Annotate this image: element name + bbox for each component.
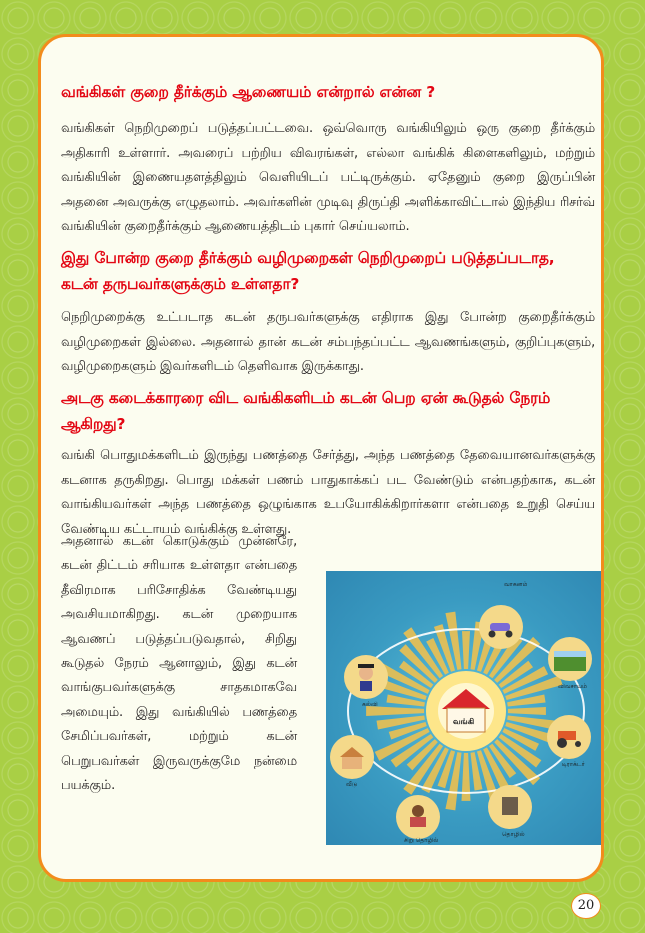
agriculture-icon xyxy=(548,637,592,681)
house-label: வீடு xyxy=(346,781,358,788)
tractor-label: டிராக்டர் xyxy=(562,761,585,768)
small-business-icon xyxy=(396,795,440,839)
bank-label: வங்கி xyxy=(453,717,475,726)
section-body-3-continued: அதனால் கடன் கொடுக்கும் முன்னரே, கடன் திட்டம் சரியாக உள்ளதா என்பதை தீவிரமாக பரிசோதிக்க வேண்டியது அவசியமாகிறது. கடன் முறையாக ஆவணப் படுத்தப்படுவதால், சிறிது கூடுதல் நேரம் ஆனாலும், இது கடன் வாங்குபவர்களுக்கு சாதகமாகவே அமையும். இது வங்கியில் பணத்தை சேமிப்பவர்கள், மற்றும் கடன் பெறுபவர்கள் இருவருக்குமே நன்மை பயக்கும். xyxy=(61,534,297,794)
vehicle-label: வாகனம் xyxy=(504,581,528,588)
vehicle-icon xyxy=(479,605,523,649)
sun-ray xyxy=(462,631,470,669)
house-icon xyxy=(330,735,374,779)
page-number: 20 xyxy=(571,893,601,919)
industry-icon xyxy=(488,785,532,829)
small-business-label: சிறு தொழில் xyxy=(404,837,439,844)
tractor-icon xyxy=(547,715,591,759)
section-heading-1: வங்கிகள் குறை தீர்க்கும் ஆணையம் என்றால் என்ன ? xyxy=(61,83,436,101)
section-body-2: நெறிமுறைக்கு உட்படாத கடன் தருபவர்களுக்கு எதிராக இது போன்ற குறைதீர்க்கும் வழிமுறைகள் இல்லை. அதனால் தான் கடன் சம்பந்தப்பட்ட ஆவணங்களும், குறிப்புகளும், வழிமுறைகளும் இவர்களிடம் தெளிவாக இருக்காது. xyxy=(61,310,595,374)
bank-loans-illustration xyxy=(326,571,604,845)
sun-ray xyxy=(508,707,546,715)
industry-label: தொழில் xyxy=(502,831,525,838)
section-body-3: வங்கி பொதுமக்களிடம் இருந்து பணத்தை சேர்த்து, அந்த பணத்தை தேவையானவர்களுக்கு கடனாக தருகிறது. பொது மக்கள் பணம் பாதுகாக்கப் பட வேண்டும் என்பதற்காக, கடன் வாங்கியவர்கள் அந்த பணத்தை ஒழுங்காக உபயோகிக்கிறார்களா என்பதை உறுதி செய்ய வேண்டிய கட்டாயம் வங்கிக்கு உள்ளது. xyxy=(61,448,595,537)
education-label: கல்வி xyxy=(362,701,378,708)
content-card xyxy=(38,34,604,882)
section-body-1: வங்கிகள் நெறிமுறைப் படுத்தப்பட்டவை. ஒவ்வொரு வங்கியிலும் ஒரு குறை தீர்க்கும் அதிகாரி உள்ளார். அவரைப் பற்றிய விவரங்கள், எல்லா வங்கிக் கிளைகளிலும், மற்றும் வங்கியின் இணையதளத்திலும் வெளியிடப் பட்டிருக்கும். ஏதேனும் குறை இருப்பின் அதனை அவருக்கு எழுதலாம். அவர்களின் முடிவு திருப்தி அளிக்காவிட்டால் இந்திய ரிசர்வ் வங்கியின் குறைதீர்க்கும் ஆணையத்திடம் புகார் செய்யலாம். xyxy=(61,121,595,234)
agriculture-label: விவசாயம் xyxy=(558,683,587,690)
section-heading-2: இது போன்ற குறை தீர்க்கும் வழிமுறைகள் நெறிமுறைப் படுத்தப்படாத, கடன் தருபவர்களுக்கும் உள்ளதா? xyxy=(61,249,555,293)
education-icon xyxy=(344,655,388,699)
section-heading-3: அடகு கடைக்காரரை விட வங்கிகளிடம் கடன் பெற ஏன் கூடுதல் நேரம் ஆகிறது? xyxy=(61,389,551,433)
